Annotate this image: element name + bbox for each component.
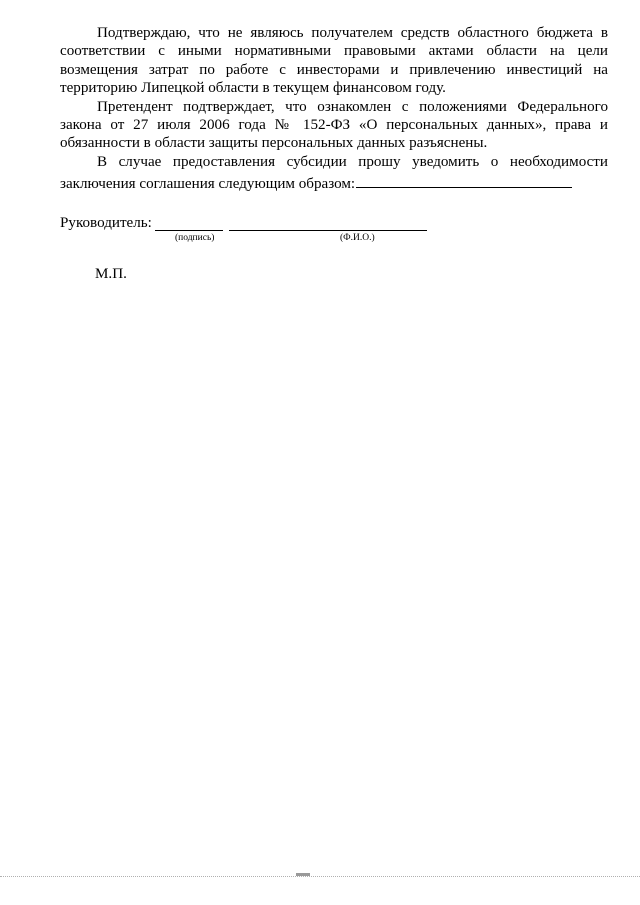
signature-label: Руководитель:: [60, 215, 152, 231]
paragraph-notification-text: В случае предоставления субсидии прошу уведомить о необходимости заключения соглашения следующим образом:: [60, 153, 608, 193]
signature-block: [60, 214, 460, 254]
scan-bottom-edge: [0, 876, 640, 878]
paragraph-personal-data: Претендент подтверждает, что ознакомлен с положениями Федерального закона от 27 июля 2006 года № 152-ФЗ «О персональных данных», права и обязанности в области защиты персональных данных разъяснены.: [60, 98, 608, 152]
full-name-blank-line: [229, 230, 427, 231]
signature-blank-line: [155, 230, 223, 231]
paragraph-notification: [60, 153, 608, 194]
notification-method-blank-line: [356, 171, 572, 188]
full-name-caption: (Ф.И.О.): [340, 233, 375, 243]
stamp-placeholder: М.П.: [95, 266, 127, 282]
scan-mark: [296, 873, 310, 876]
document-body: [60, 24, 608, 194]
signature-caption: (подпись): [175, 233, 215, 243]
paragraph-confirmation: Подтверждаю, что не являюсь получателем средств областного бюджета в соответствии с иными нормативными правовыми актами области на цели возмещения затрат по работе с инвесторами и привлечению инвестиций на территорию Липецкой области в текущем финансовом году.: [60, 25, 608, 97]
